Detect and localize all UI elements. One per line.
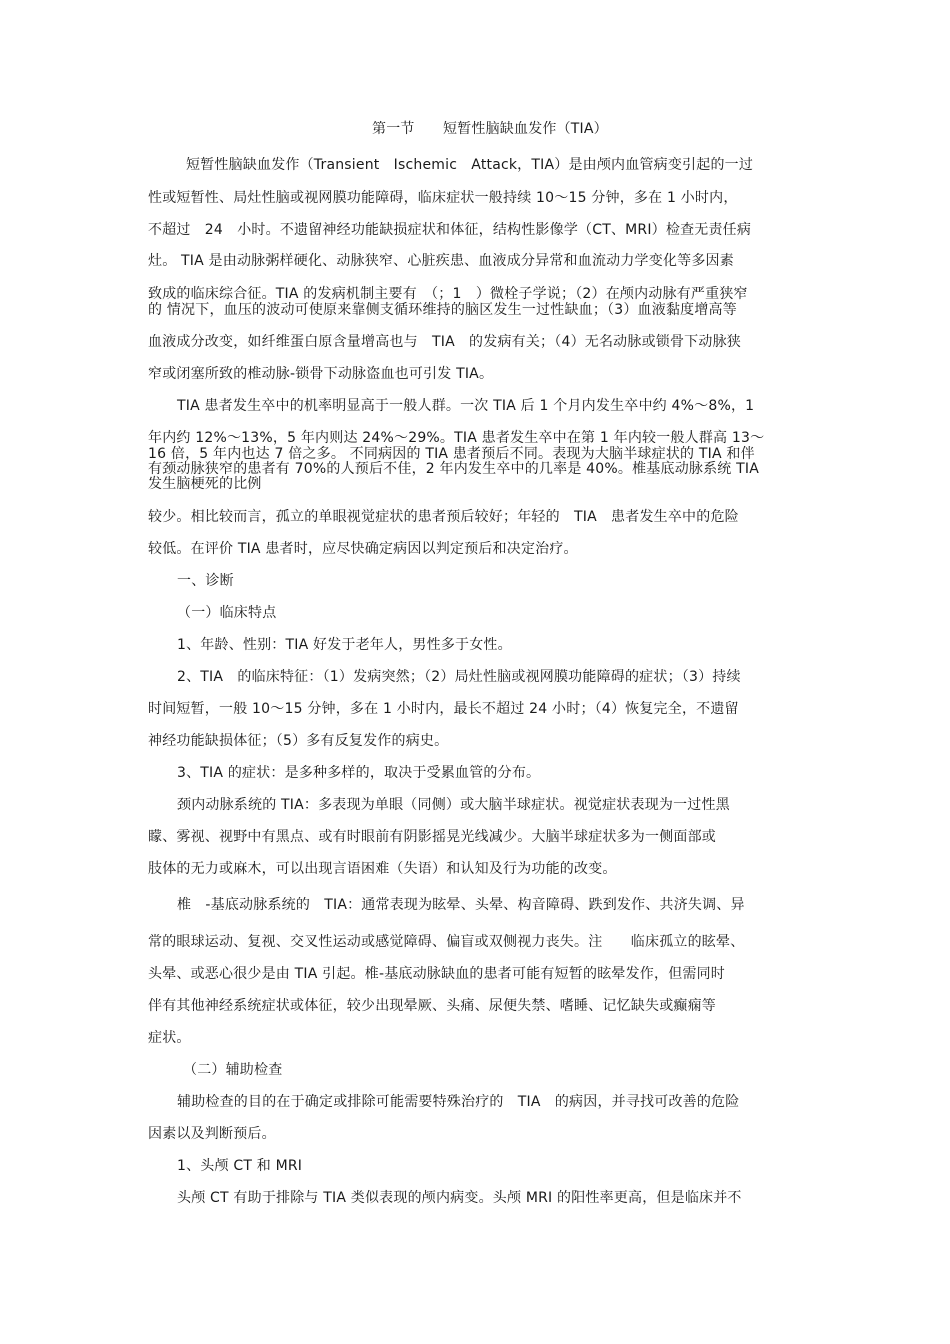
paragraph-line: 神经功能缺损体征；（5）多有反复发作的病史。 [148, 733, 449, 749]
section-title: 第一节 短暂性脑缺血发作（TIA） [372, 121, 608, 137]
paragraph-line: 窄或闭塞所致的椎动脉-锁骨下动脉盗血也可引发 TIA。 [148, 366, 494, 382]
paragraph-line: 的 情况下，血压的波动可使原来靠侧支循环维持的脑区发生一过性缺血；（3）血液黏度增高等 [148, 302, 737, 318]
paragraph-line: 发生脑梗死的比例 [148, 476, 262, 492]
paragraph-line: 辅助检查的目的在于确定或排除可能需要特殊治疗的 TIA 的病因，并寻找可改善的危险 [177, 1094, 740, 1110]
paragraph-line: 16 倍，5 年内也达 7 倍之多。 不同病因的 TIA 患者预后不同。表现为大脑半球症状的 TIA 和伴 [148, 446, 755, 462]
paragraph-line: 3、TIA 的症状：是多种多样的，取决于受累血管的分布。 [177, 765, 541, 781]
paragraph-line: 2、TIA 的临床特征：（1）发病突然；（2）局灶性脑或视网膜功能障碍的症状；（3）持续 [177, 669, 741, 685]
paragraph-line: TIA 患者发生卒中的机率明显高于一般人群。一次 TIA 后 1 个月内发生卒中约 4%～8%，1 [177, 398, 755, 414]
paragraph-line: 时间短暂，一般 10～15 分钟，多在 1 小时内，最长不超过 24 小时；（4）恢复完全，不遗留 [148, 701, 739, 717]
paragraph-line: 症状。 [148, 1030, 191, 1046]
paragraph-line: 短暂性脑缺血发作（Transient Ischemic Attack，TIA）是由颅内血管病变引起的一过 [186, 157, 754, 173]
paragraph-line: 常的眼球运动、复视、交叉性运动或感觉障碍、偏盲或双侧视力丧失。注 临床孤立的眩晕、 [148, 934, 745, 950]
paragraph-line: 致成的临床综合征。TIA 的发病机制主要有 （；1 ）微栓子学说；（2）在颅内动脉有严重狭窄 [148, 286, 748, 302]
paragraph-line: 伴有其他神经系统症状或体征，较少出现晕厥、头痛、尿便失禁、嗜睡、记忆缺失或癫痫等 [148, 998, 716, 1014]
paragraph-line: 椎 -基底动脉系统的 TIA：通常表现为眩晕、头晕、构音障碍、跌到发作、共济失调、异 [177, 897, 745, 913]
paragraph-line: 灶。 TIA 是由动脉粥样硬化、动脉狭窄、心脏疾患、血液成分异常和血流动力学变化等多因素 [148, 253, 734, 269]
subheading-auxiliary: （二）辅助检查 [183, 1062, 283, 1078]
paragraph-line: 1、头颅 CT 和 MRI [177, 1158, 303, 1174]
paragraph-line: 血液成分改变，如纤维蛋白原含量增高也与 TIA 的发病有关；（4）无名动脉或锁骨下动脉狭 [148, 334, 741, 350]
paragraph-line: 年内约 12%～13%，5 年内则达 24%～29%。TIA 患者发生卒中在第 1 年内较一般人群高 13～ [148, 430, 765, 446]
paragraph-line: 较低。在评价 TIA 患者时，应尽快确定病因以判定预后和决定治疗。 [148, 541, 578, 557]
paragraph-line: 头晕、或恶心很少是由 TIA 引起。椎-基底动脉缺血的患者可能有短暂的眩晕发作，但需同时 [148, 966, 726, 982]
paragraph-line: 有颈动脉狭窄的患者有 70%的人预后不佳，2 年内发生卒中的几率是 40%。椎基底动脉系统 TIA [148, 461, 759, 477]
paragraph-line: 肢体的无力或麻木，可以出现言语困难（失语）和认知及行为功能的改变。 [148, 861, 617, 877]
paragraph-line: 因素以及判断预后。 [148, 1126, 276, 1142]
subheading-clinical: （一）临床特点 [177, 605, 277, 621]
paragraph-line: 不超过 24 小时。不遗留神经功能缺损症状和体征，结构性影像学（CT、MRI）检查无责任病 [148, 222, 752, 238]
paragraph-line: 矇、雾视、视野中有黑点、或有时眼前有阴影摇晃光线减少。大脑半球症状多为一侧面部或 [148, 829, 716, 845]
paragraph-line: 1、年龄、性别：TIA 好发于老年人，男性多于女性。 [177, 637, 512, 653]
heading-diagnosis: 一、诊断 [177, 573, 234, 589]
paragraph-line: 头颅 CT 有助于排除与 TIA 类似表现的颅内病变。头颅 MRI 的阳性率更高，但是临床并不 [177, 1190, 742, 1206]
paragraph-line: 较少。相比较而言，孤立的单眼视觉症状的患者预后较好；年轻的 TIA 患者发生卒中的危险 [148, 509, 739, 525]
paragraph-line: 性或短暂性、局灶性脑或视网膜功能障碍，临床症状一般持续 10～15 分钟，多在 1 小时内， [148, 190, 738, 206]
paragraph-line: 颈内动脉系统的 TIA：多表现为单眼（同侧）或大脑半球症状。视觉症状表现为一过性黑 [177, 797, 730, 813]
